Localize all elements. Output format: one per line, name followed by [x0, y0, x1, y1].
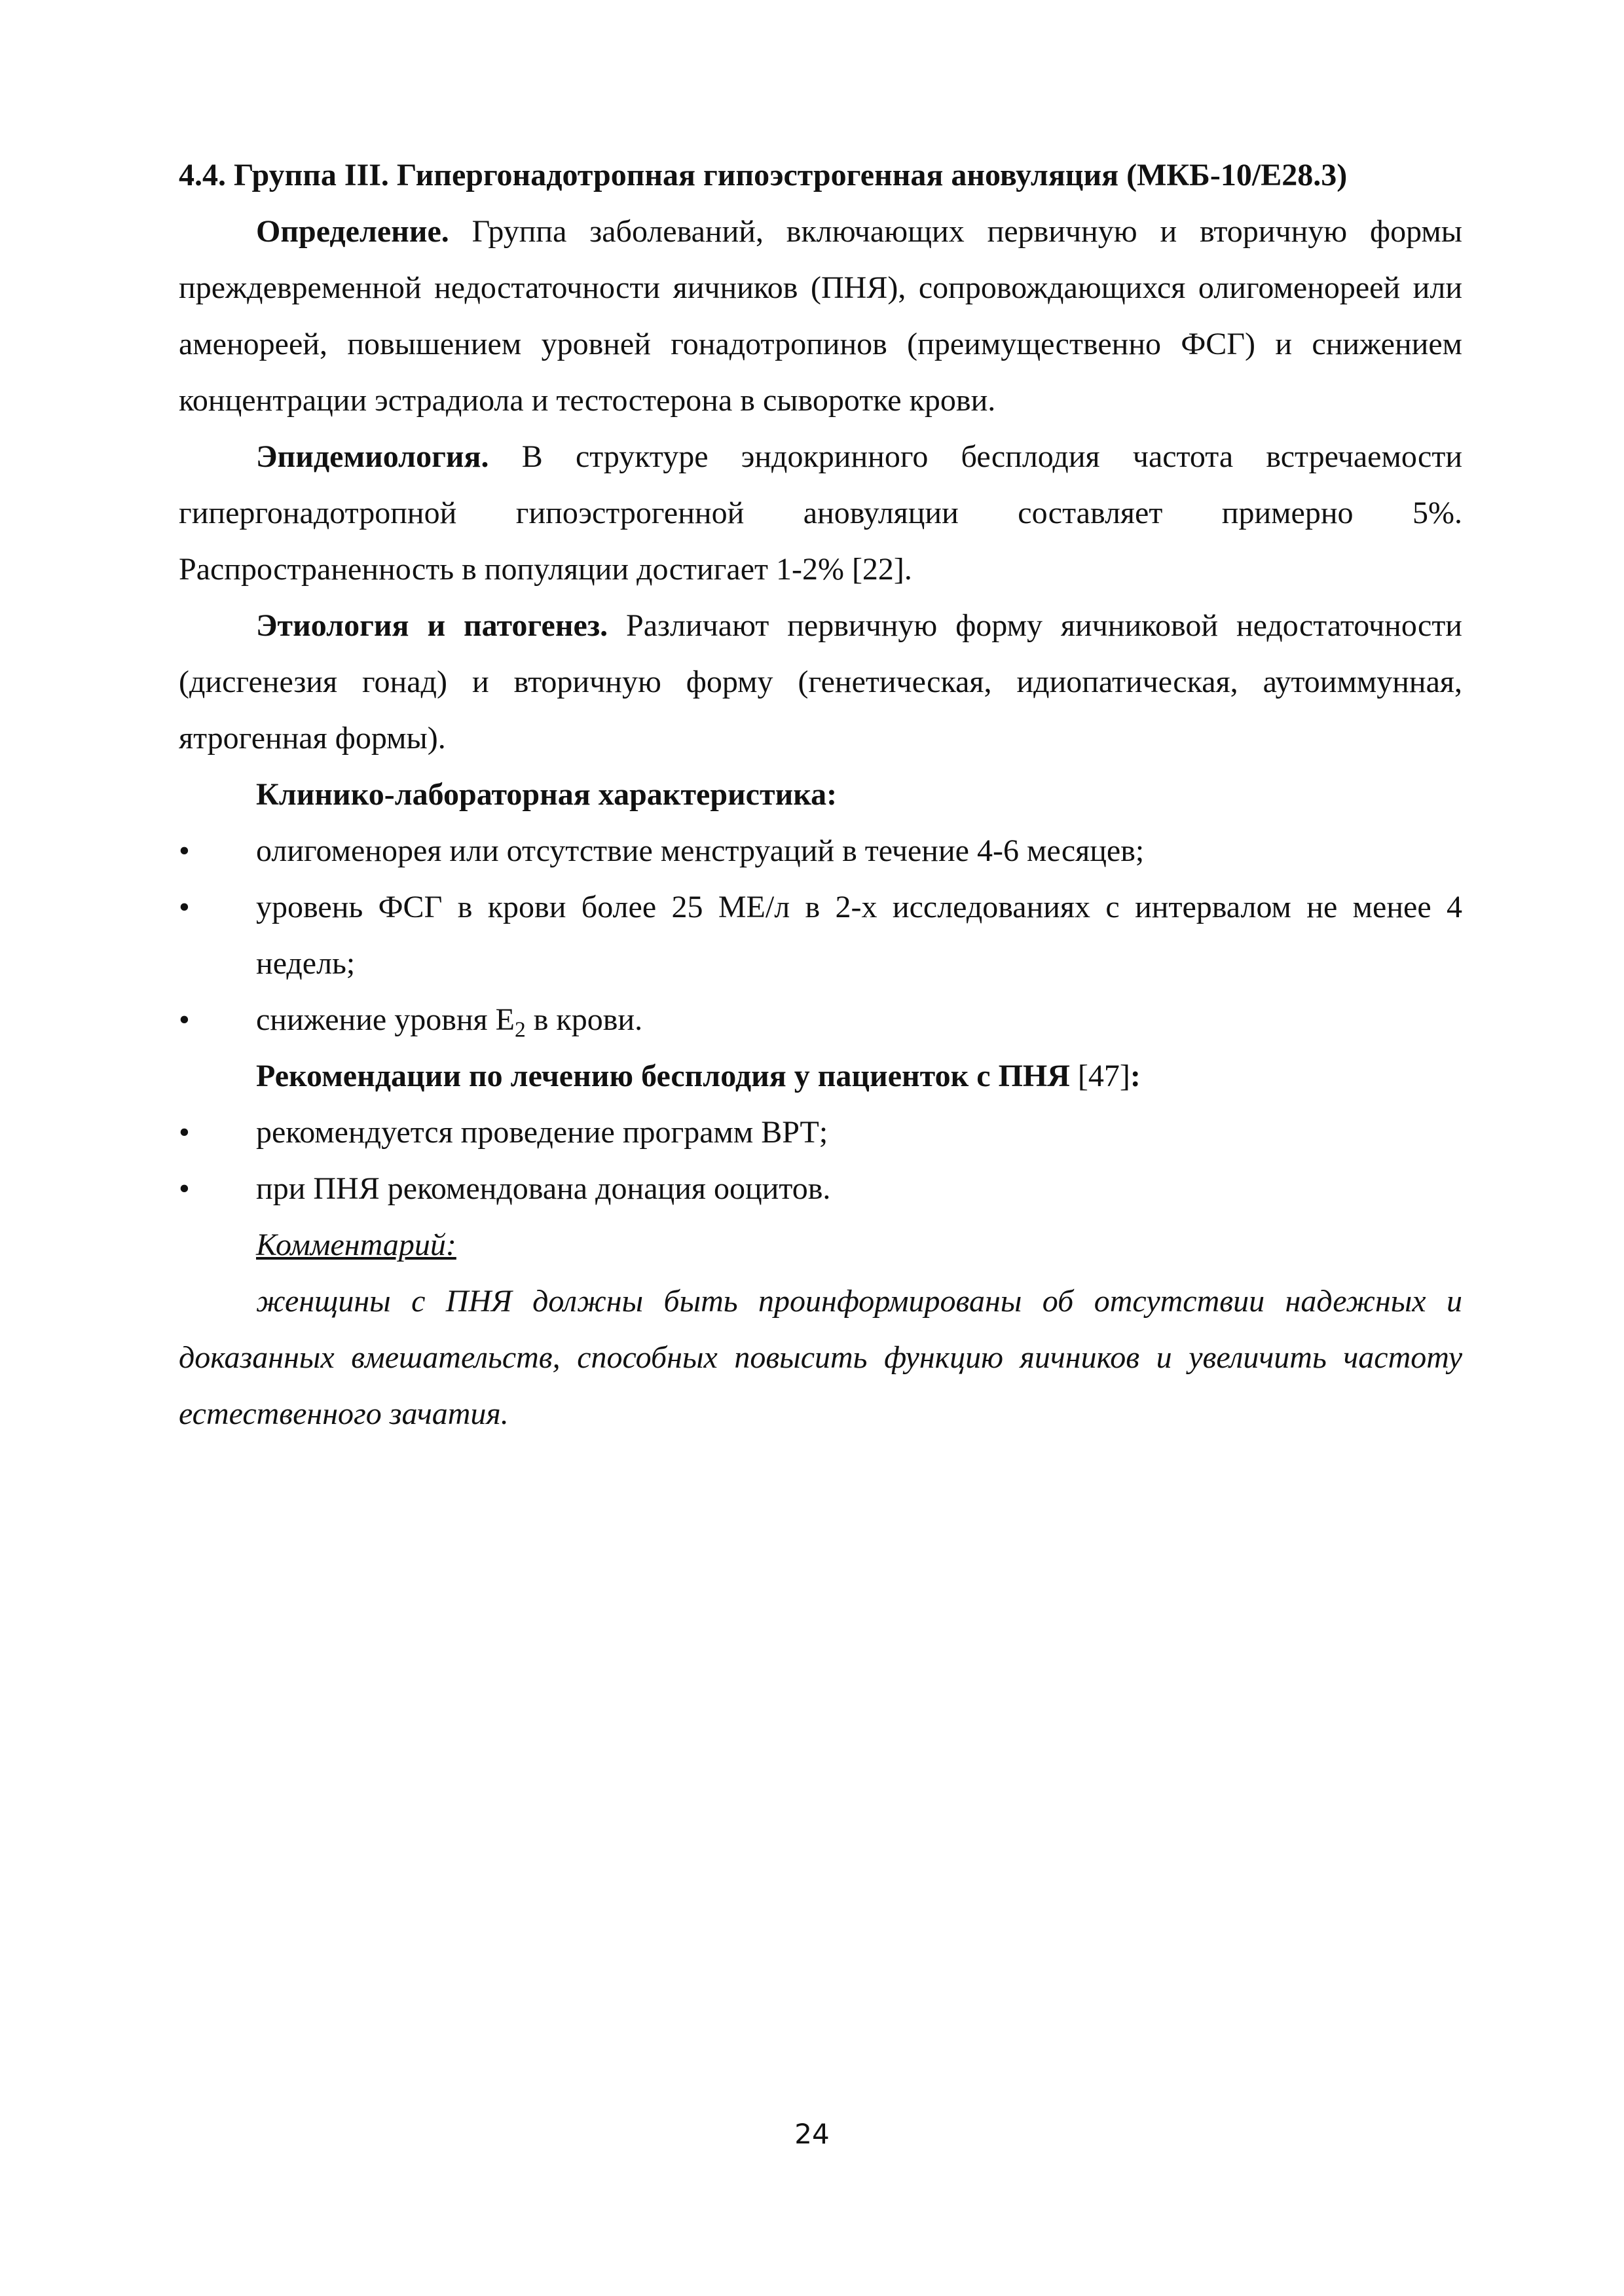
- list-item: [179, 1161, 1462, 1217]
- list-item: [179, 823, 1462, 879]
- recommendations-reference: [47]: [1069, 1059, 1130, 1093]
- recommendations-list: [179, 1104, 1462, 1217]
- bullet-icon: •: [179, 890, 190, 924]
- list-item: [179, 992, 1462, 1048]
- recommendations-heading-text: Рекомендации по лечению бесплодия у пациенток с ПНЯ: [256, 1059, 1070, 1093]
- list-item: [179, 1104, 1462, 1161]
- bullet-icon: •: [179, 833, 190, 868]
- recommendations-colon: :: [1130, 1059, 1141, 1093]
- definition-paragraph: [179, 204, 1462, 429]
- etiology-paragraph: [179, 598, 1462, 767]
- list-item-text: уровень ФСГ в крови более 25 МЕ/л в 2-х исследованиях с интервалом не менее 4 недель;: [256, 890, 1462, 981]
- list-item: [179, 879, 1462, 992]
- clinical-list: [179, 823, 1462, 1048]
- section-title: 4.4. Группа III. Гипергонадотропная гипоэстрогенная ановуляция (МКБ-10/E28.3): [179, 158, 1348, 192]
- recommendations-heading: [179, 1048, 1462, 1104]
- comment-text: женщины с ПНЯ должны быть проинформированы об отсутствии надежных и доказанных вмешательств, способных повысить функцию яичников и увеличить частоту естественного зачатия.: [179, 1284, 1462, 1431]
- comment-label: Комментарий:: [256, 1228, 456, 1262]
- list-item-text: при ПНЯ рекомендована донация ооцитов.: [256, 1171, 831, 1206]
- page-number: 24: [794, 2118, 830, 2150]
- etiology-label: Этиология и патогенез.: [256, 608, 608, 643]
- estradiol-subscript: 2: [514, 1017, 526, 1042]
- bullet-icon: •: [179, 1115, 190, 1150]
- definition-label: Определение.: [256, 214, 449, 249]
- list-item-text: рекомендуется проведение программ ВРТ;: [256, 1115, 828, 1150]
- epidemiology-label: Эпидемиология.: [256, 439, 489, 474]
- clinical-heading: Клинико-лабораторная характеристика:: [256, 777, 838, 812]
- list-item-text-before: снижение уровня E: [256, 1002, 515, 1037]
- bullet-icon: •: [179, 1002, 190, 1037]
- epidemiology-paragraph: [179, 429, 1462, 598]
- bullet-icon: •: [179, 1171, 190, 1206]
- document-page: [179, 147, 1462, 1442]
- epidemiology-text: В структуре эндокринного бесплодия частота встречаемости гипергонадотропной гипоэстрогенной ановуляции составляет примерно 5%. Распространенность в популяции достигает 1-2% [22].: [179, 439, 1462, 587]
- list-item-text: олигоменорея или отсутствие менструаций в течение 4-6 месяцев;: [256, 833, 1145, 868]
- list-item-text-after: в крови.: [525, 1002, 643, 1037]
- definition-text: Группа заболеваний, включающих первичную и вторичную формы преждевременной недостаточности яичников (ПНЯ), сопровождающихся олигоменореей или аменореей, повышением уровней гонадотропинов (преимущественно ФСГ) и снижением концентрации эстрадиола и тестостерона в сыворотке крови.: [179, 214, 1462, 418]
- etiology-text: Различают первичную форму яичниковой недостаточности (дисгенезия гонад) и вторичную форму (генетическая, идиопатическая, аутоиммунная, ятрогенная формы).: [179, 608, 1462, 756]
